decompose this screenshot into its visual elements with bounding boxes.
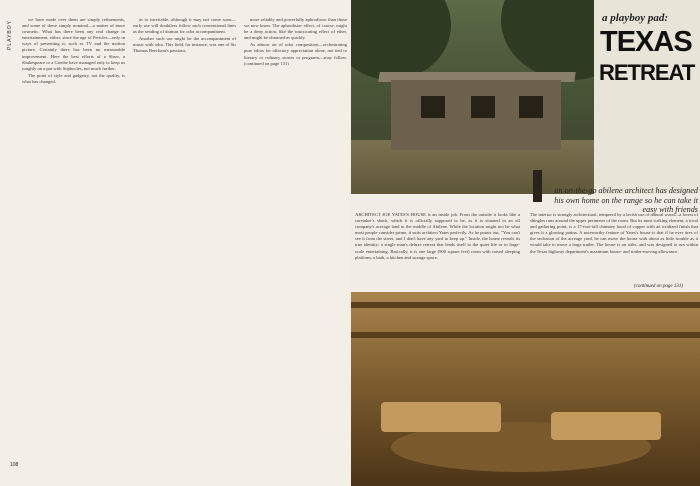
left-column-1 — [22, 17, 125, 464]
left-column-3 — [244, 17, 347, 464]
window-shape — [421, 96, 445, 118]
left-column-2 — [133, 17, 236, 464]
right-column-2 — [530, 212, 698, 282]
article-kicker: a playboy pad: — [602, 12, 668, 24]
paragraph: as to inevitable, although it may not come soon—early use will doubtless follow such conventional lines as the sending of dramas for odor accompaniment. — [133, 17, 236, 35]
right-column-1 — [355, 212, 520, 290]
article-subhead: an on-the-go abilene architect has designed his own home on the range so he can take it easy with friends — [554, 186, 698, 214]
page-number: 108 — [10, 462, 19, 468]
paragraph: ARCHITECT JOE YATES'S HOUSE is an inside job. From the outside it looks like a caretaker's shack, which it is officially supposed to be, as it is situated in an oil company's acreage land in the middle of Abilene. While the location might not be what most people consider prime, it suits architect Yates perfectly. As he points out, "You can't see it from the street, and I don't have any yard to keep up." Inside, the house reveals its true identity: a single man's deluxe retreat that lends itself to the quiet life or to large-scale entertaining. Basically, it is one large (900 square feet) room with raised sleeping platform, a bath, a kitchen and storage space. — [355, 212, 520, 260]
sofa-shape — [551, 412, 661, 440]
paragraph: we have made over them are simply refinements, and some of these simply nominal—a matter of more cosmetic. What has there been any real change in entertainment, either, since the age of Pericles—only in ways of presenting it, such as TV and the motion picture. Certainly there has been no measurable improvement. Here the best efforts of a Shaw, a Shakespeare or a Goethe have managed only to keep us roughly on a par with Sophocles, not much further. — [22, 17, 125, 71]
window-shape — [471, 96, 495, 118]
paragraph: The interior is strongly architectural, tempered by a lavish use of natural wood—a forest of shingles runs around the upper perimeter of the room. But its most striking element, a focal and gathering point, is a 17-foot-tall chimney hood of copper with an oxidized finish that gives it a glowing patina. A noteworthy feature of Yates's house is that if he ever tires of the seclusion of the acreage yard, he can move the house with about as little trouble as it would take to move a large trailer. The house is on stilts, and was designed to run within the Texas highway department's maximum house- and trailer-moving allowance. — [530, 212, 698, 254]
sofa-shape — [381, 402, 501, 432]
vertical-magazine-label: PLAYBOY — [7, 20, 13, 50]
paragraph: Another such use might be the accompaniment of music with odor. This field, for instance, was one of Sir Thomas Beecham's passions. — [133, 36, 236, 54]
paragraph: more reliably and powerfully aphrodisiac than those we now know. The aphrodisiac effect, of course, might be a deep action, like the intoxicating effect of ether, and might be obtained as quickly. — [244, 17, 347, 41]
continued-note: (continued on page 131) — [634, 284, 684, 289]
ceiling-beam — [351, 332, 700, 338]
paragraph: The point of style and gadgetry, not the quality, is what has changed. — [22, 72, 125, 84]
paragraph: As almost art of odor composition—orchestrating pure odors for olfactory appreciation alone, not tied to literary or culinary stories or programs—may follow. (continued on page 131) — [244, 42, 347, 66]
article-title-line-1: TEXAS — [600, 26, 692, 58]
window-shape — [519, 96, 543, 118]
interior-photo — [351, 292, 700, 486]
tree-shape — [351, 0, 451, 80]
person-figure — [533, 170, 542, 202]
ceiling-beam — [351, 302, 700, 308]
article-title-line-2: RETREAT — [599, 60, 695, 85]
